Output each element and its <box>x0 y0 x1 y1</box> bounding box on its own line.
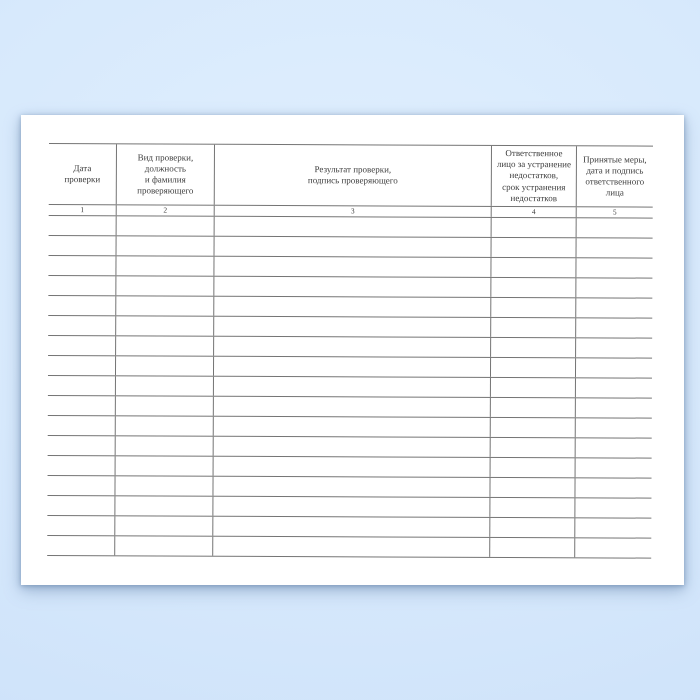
empty-cell <box>577 238 653 257</box>
empty-cell <box>115 496 213 515</box>
empty-cell <box>214 277 491 297</box>
table-row <box>49 236 653 259</box>
empty-cell <box>48 256 116 275</box>
empty-cell <box>115 536 213 555</box>
empty-cell <box>577 218 653 237</box>
empty-cell <box>214 317 491 337</box>
empty-cell <box>115 476 213 495</box>
empty-cell <box>48 296 116 315</box>
empty-cell <box>48 396 116 415</box>
empty-cell <box>575 478 651 497</box>
empty-cell <box>491 458 576 477</box>
empty-cell <box>47 536 115 555</box>
empty-cell <box>492 218 577 237</box>
header-cell-responsible-person: Ответственное лицо за устранение недостатков, срок устранения недостатков <box>492 146 577 206</box>
column-number-cell: 2 <box>117 205 215 215</box>
empty-cell <box>576 298 652 317</box>
table-row <box>48 276 652 299</box>
empty-cell <box>214 257 491 277</box>
empty-cell <box>576 318 652 337</box>
table-row <box>48 316 652 339</box>
paper-sheet <box>21 115 684 585</box>
empty-cell <box>491 278 576 297</box>
header-cell-measures-taken: Принятые меры, дата и подпись ответственного лица <box>583 153 647 198</box>
empty-cell <box>49 236 117 255</box>
empty-cell <box>116 456 214 475</box>
empty-cell <box>491 338 576 357</box>
header-cell-check-date: Дата проверки <box>49 144 117 204</box>
column-number-cell: 1 <box>49 205 117 215</box>
empty-cell <box>116 316 214 335</box>
inspection-log-table <box>47 143 653 559</box>
empty-cell <box>116 296 214 315</box>
table-row <box>48 356 652 379</box>
table-header-row <box>49 144 653 208</box>
table-row <box>47 536 651 559</box>
empty-cell <box>48 356 116 375</box>
column-number-cell: 3 <box>215 206 492 217</box>
empty-cell <box>491 298 576 317</box>
empty-cell <box>214 437 491 457</box>
empty-cell <box>47 516 115 535</box>
empty-cell <box>116 416 214 435</box>
empty-cell <box>491 418 576 437</box>
empty-cell <box>116 276 214 295</box>
empty-cell <box>116 436 214 455</box>
empty-cell <box>491 258 576 277</box>
empty-cell <box>48 416 116 435</box>
table-row <box>47 476 651 499</box>
empty-cell <box>576 378 652 397</box>
empty-cell <box>116 356 214 375</box>
empty-cell <box>576 458 652 477</box>
table-row <box>48 456 652 479</box>
empty-cell <box>48 436 116 455</box>
empty-cell <box>214 457 491 477</box>
empty-cell <box>576 258 652 277</box>
empty-cell <box>491 378 576 397</box>
empty-cell <box>48 316 116 335</box>
table-row <box>48 256 652 279</box>
empty-cell <box>491 318 576 337</box>
empty-cell <box>214 297 491 317</box>
empty-cell <box>576 438 652 457</box>
empty-cell <box>491 438 576 457</box>
header-cell-check-type-inspector: Вид проверки, должность и фамилия проверяющего <box>117 144 215 204</box>
empty-cell <box>115 516 213 535</box>
column-number-cell: 5 <box>612 207 617 217</box>
empty-cell <box>576 398 652 417</box>
empty-cell <box>575 498 651 517</box>
table-row <box>47 496 651 519</box>
table-row <box>47 516 651 539</box>
empty-cell <box>213 477 490 497</box>
empty-cell <box>576 418 652 437</box>
empty-cell <box>116 336 214 355</box>
table-row <box>48 396 652 419</box>
empty-cell <box>213 517 490 537</box>
empty-cell <box>116 396 214 415</box>
empty-cell <box>213 537 490 557</box>
table-row <box>48 296 652 319</box>
empty-cell <box>214 337 491 357</box>
empty-cell <box>490 498 575 517</box>
empty-cell <box>490 478 575 497</box>
empty-cell <box>576 358 652 377</box>
empty-cell <box>214 357 491 377</box>
empty-cell <box>490 518 575 537</box>
blank-rows-container <box>47 216 652 559</box>
empty-cell <box>116 376 214 395</box>
empty-cell <box>214 377 491 397</box>
table-row <box>48 436 652 459</box>
empty-cell <box>48 276 116 295</box>
empty-cell <box>214 397 491 417</box>
empty-cell <box>48 456 116 475</box>
empty-cell <box>215 237 492 257</box>
table-row <box>48 416 652 439</box>
empty-cell <box>47 476 115 495</box>
empty-cell <box>117 216 215 235</box>
empty-cell <box>575 518 651 537</box>
empty-cell <box>48 376 116 395</box>
empty-cell <box>576 338 652 357</box>
table-row <box>48 336 652 359</box>
empty-cell <box>490 538 575 557</box>
table-row <box>49 216 653 239</box>
empty-cell <box>49 216 117 235</box>
empty-cell <box>48 336 116 355</box>
empty-cell <box>213 497 490 517</box>
empty-cell <box>491 358 576 377</box>
empty-cell <box>47 496 115 515</box>
empty-cell <box>215 217 492 237</box>
empty-cell <box>576 278 652 297</box>
empty-cell <box>492 238 577 257</box>
table-row <box>48 376 652 399</box>
column-number-cell: 4 <box>492 207 577 217</box>
empty-cell <box>575 538 651 557</box>
header-cell-check-result-signature: Результат проверки, подпись проверяющего <box>215 145 492 206</box>
empty-cell <box>214 417 491 437</box>
empty-cell <box>117 236 215 255</box>
empty-cell <box>491 398 576 417</box>
empty-cell <box>116 256 214 275</box>
